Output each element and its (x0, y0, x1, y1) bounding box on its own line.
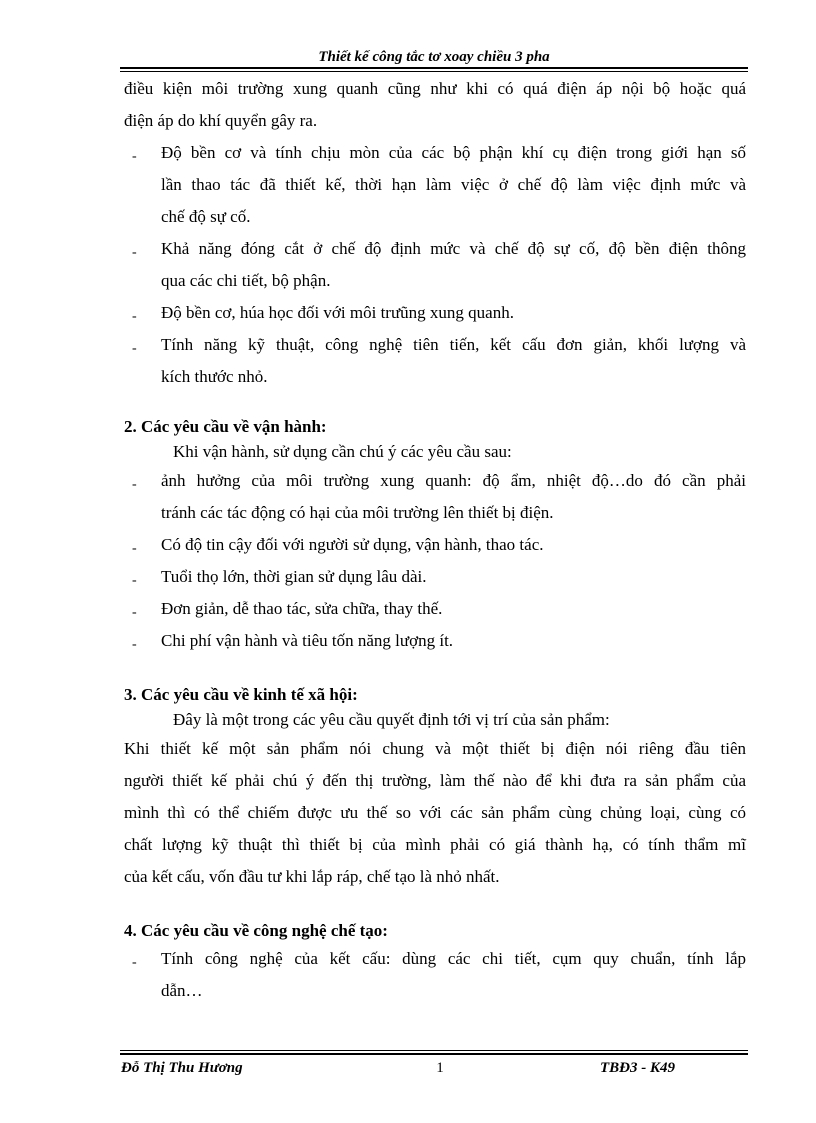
section-heading-operation: 2. Các yêu cầu về vận hành: (124, 417, 327, 436)
bullet-text: Chi phí vận hành và tiêu tốn năng lượng ít. (161, 631, 454, 650)
bullet-text: lần thao tác đã thiết kế, thời hạn làm việc ở chế độ làm việc định mức và (161, 175, 746, 194)
bullet-text: tránh các tác động có hại của môi trường lên thiết bị điện. (161, 503, 554, 522)
page-header: Thiết kế công tắc tơ xoay chiều 3 pha (318, 49, 550, 65)
bullet-dash-icon: - (132, 955, 137, 970)
text-line: của kết cấu, vốn đầu tư khi lắp ráp, chế tạo là nhỏ nhất. (124, 867, 500, 886)
page-body (124, 73, 746, 1007)
bullet-item (124, 943, 746, 1007)
text-line: người thiết kế phải chú ý đến thị trường, làm thế nào để khi đưa ra sản phẩm của (124, 771, 746, 790)
bullet-dash-icon: - (132, 309, 137, 324)
text-line: mình thì có thể chiếm được ưu thế so với các sản phẩm cùng chủng loại, cùng có (124, 803, 746, 822)
text-line: điện áp do khí quyển gây ra. (124, 111, 318, 130)
bullet-dash-icon: - (132, 605, 137, 620)
bullet-item (124, 137, 746, 233)
bullet-text: kích thước nhỏ. (161, 367, 268, 386)
bullet-text: dẫn… (161, 981, 203, 1000)
bullet-text: Khả năng đóng cắt ở chế độ định mức và chế độ sự cố, độ bền điện thông (161, 239, 746, 258)
text-line: Khi thiết kế một sản phẩm nói chung và một thiết bị điện nói riêng đầu tiên (124, 739, 746, 758)
footer-page-number: 1 (436, 1060, 444, 1076)
bullet-text: Tính năng kỹ thuật, công nghệ tiên tiến, kết cấu đơn giản, khối lượng và (161, 335, 746, 354)
section-heading-manufacturing: 4. Các yêu cầu về công nghệ chế tạo: (124, 921, 388, 940)
bullet-dash-icon: - (132, 637, 137, 652)
bullet-text: Có độ tin cậy đối với người sử dụng, vận hành, thao tác. (161, 535, 544, 554)
bullet-text: Độ bền cơ, húa học đối với môi trưũng xung quanh. (161, 303, 514, 322)
bullet-list-operation (124, 465, 746, 657)
bullet-dash-icon: - (132, 149, 137, 164)
bullet-dash-icon: - (132, 573, 137, 588)
text-line: điều kiện môi trường xung quanh cũng như khi có quá điện áp nội bộ hoặc quá (124, 79, 746, 98)
bullet-list-requirements (124, 137, 746, 393)
section-intro-operation: Khi vận hành, sử dụng cần chú ý các yêu cầu sau: (173, 442, 512, 461)
footer-rule-thin (120, 1050, 748, 1051)
bullet-text: Tính công nghệ của kết cấu: dùng các chi tiết, cụm quy chuẩn, tính lắp (161, 949, 746, 968)
bullet-dash-icon: - (132, 245, 137, 260)
bullet-text: chế độ sự cố. (161, 207, 251, 226)
bullet-item (124, 625, 746, 657)
section-intro-economic: Đây là một trong các yêu cầu quyết định tới vị trí của sản phẩm: (173, 710, 610, 729)
bullet-item (124, 529, 746, 561)
intro-paragraph (124, 73, 746, 137)
bullet-text: ảnh hưởng của môi trường xung quanh: độ ẩm, nhiệt độ…do đó cần phải (161, 471, 746, 490)
bullet-list-manufacturing (124, 943, 746, 1007)
text-line: chất lượng kỹ thuật thì thiết bị của mình phải có giá thành hạ, có tính thẩm mĩ (124, 835, 746, 854)
bullet-dash-icon: - (132, 341, 137, 356)
bullet-item (124, 593, 746, 625)
bullet-item (124, 465, 746, 529)
bullet-text: qua các chi tiết, bộ phận. (161, 271, 331, 290)
bullet-text: Tuổi thọ lớn, thời gian sử dụng lâu dài. (161, 567, 427, 586)
economic-paragraph (124, 733, 746, 893)
section-heading-economic: 3. Các yêu cầu về kinh tế xã hội: (124, 685, 358, 704)
bullet-item (124, 329, 746, 393)
bullet-item (124, 561, 746, 593)
bullet-dash-icon: - (132, 541, 137, 556)
bullet-text: Độ bền cơ và tính chịu mòn của các bộ phận khí cụ điện trong giới hạn số (161, 143, 746, 162)
header-rule-thick (120, 67, 748, 69)
header-rule-thin (120, 71, 748, 72)
footer-class-code: TBĐ3 - K49 (600, 1060, 675, 1076)
footer-author: Đỗ Thị Thu Hương (121, 1060, 243, 1076)
footer-rule-thick (120, 1053, 748, 1055)
bullet-text: Đơn giản, dễ thao tác, sửa chữa, thay thế. (161, 599, 443, 618)
bullet-item (124, 297, 746, 329)
bullet-dash-icon: - (132, 477, 137, 492)
bullet-item (124, 233, 746, 297)
